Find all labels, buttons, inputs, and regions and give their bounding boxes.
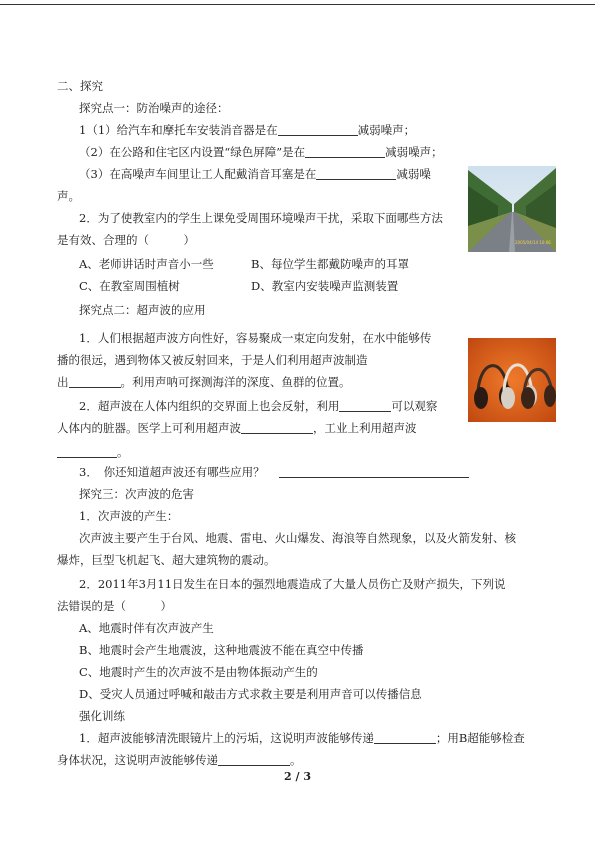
point1-q1a-text: 1（1）给汽车和摩托车安装消音器是在 [79,123,278,137]
point1-q1c-end: 减弱噪 [396,167,431,181]
point1-q1a-blank[interactable] [278,123,358,136]
top-rule [0,4,595,5]
point1-q1a [79,122,415,138]
point2-q1-line3-end: 。利用声呐可探测海洋的深度、鱼群的位置。 [120,375,351,389]
training-q1-line1-end: ；用B超能够检查 [435,731,525,745]
point2-q1-line3-start: 出 [57,375,69,389]
point3-para-line2: 爆炸，巨型飞机起飞、超大建筑物的震动。 [57,553,276,567]
point2-q2-line1 [79,398,437,414]
point2-q2-blank1[interactable] [339,399,391,412]
point2-q1-line3 [57,374,351,390]
point2-q2-blank3[interactable] [57,445,117,458]
page-number: 2 / 3 [284,770,311,783]
point1-q2-line1: 2．为了使教室内的学生上课免受周围环境噪声干扰，采取下面哪些方法 [79,211,443,225]
point3-q2-line1: 2．2011年3月11日发生在日本的强烈地震造成了大量人员伤亡及财产损失，下列说 [79,577,506,591]
point2-q2-line1-end: 可以观察 [391,399,438,413]
point3-option-a: A、地震时伴有次声波产生 [79,621,214,635]
point3-heading: 探究三：次声波的危害 [79,487,194,501]
point1-q1b-end: 减弱噪声； [385,145,443,159]
road-photo-svg [468,166,556,252]
point2-q2-line1-start: 2．超声波在人体内组织的交界面上也会反射，利用 [79,399,340,413]
point3-option-c: C、地震时产生的次声波不是由物体振动产生的 [79,665,318,679]
point2-q1-line1: 1．人们根据超声波方向性好，容易聚成一束定向发射，在水中能够传 [79,331,432,345]
point1-q1b [79,144,443,160]
training-q1-blank1[interactable] [374,731,436,744]
point1-q1b-text: （2）在公路和住宅区内设置“绿色屏障”是在 [79,145,306,159]
point3-option-b: B、地震时会产生地震波，这种地震波不能在真空中传播 [79,643,364,657]
point3-para-line1: 次声波主要产生于台风、地震、雷电、火山爆发、海浪等自然现象，以及火箭发射、核 [79,531,516,545]
point2-q2-line3 [57,444,129,460]
headphones-photo-svg [468,338,556,422]
point2-q2-line2 [57,420,417,436]
training-q1-line1-start: 1．超声波能够清洗眼镜片上的污垢，这说明声波能够传递 [79,731,374,745]
road-photo-stamp: 2005/04/14 10:06 [515,240,551,245]
point2-q3-blank[interactable] [279,465,469,478]
point2-heading: 探究点二：超声波的应用 [79,303,206,317]
point2-q2-line2-end: ，工业上利用超声波 [313,421,417,435]
point1-q1c-cont: 声。 [57,189,80,203]
point2-q3-text: 3． 你还知道超声波还有哪些应用？ [79,465,265,479]
headphones-photo [468,338,556,422]
point3-option-d: D、受灾人员通过呼喊和敲击方式求救主要是利用声音可以传播信息 [79,687,422,701]
training-q1-line1 [79,730,525,746]
point2-q2-line2-start: 人体内的脏器。医学上可利用超声波 [57,421,241,435]
point2-q2-line3-end: 。 [117,445,129,459]
point1-q2-line2: 是有效、合理的（ ） [57,233,195,247]
point1-q2-option-a: A、老师讲话时声音小一些 [79,257,214,271]
point2-q1-line2: 播的很远，遇到物体又被反射回来，于是人们利用超声波制造 [57,353,368,367]
road-photo [468,166,556,252]
point1-q1c-blank[interactable] [316,167,396,180]
section-title: 二、探究 [57,79,103,93]
point1-q1b-blank[interactable] [305,145,385,158]
point3-sub1: 1．次声波的产生： [79,509,179,523]
point1-q1a-end: 减弱噪声； [357,123,416,137]
point2-q1-blank[interactable] [69,375,121,388]
training-heading: 强化训练 [79,709,125,723]
point2-q3 [79,464,469,480]
training-q1-line2 [57,752,302,768]
training-q1-blank2[interactable] [218,753,290,766]
point3-q2-line2: 法错误的是（ ） [57,599,172,613]
training-q1-line2-end: 。 [290,753,302,767]
point2-q2-blank2[interactable] [241,421,313,434]
point1-q1c [79,166,431,182]
point1-heading: 探究点一：防治噪声的途径： [79,101,229,115]
point1-q2-option-b: B、每位学生都戴防噪声的耳罩 [251,257,409,271]
point1-q2-option-d: D、教室内安装噪声监测装置 [251,279,399,293]
point1-q1c-text: （3）在高噪声车间里让工人配戴消音耳塞是在 [79,167,317,181]
point1-q2-option-c: C、在教室周围植树 [79,279,180,293]
training-q1-line2-start: 身体状况，这说明声波能够传递 [57,753,218,767]
